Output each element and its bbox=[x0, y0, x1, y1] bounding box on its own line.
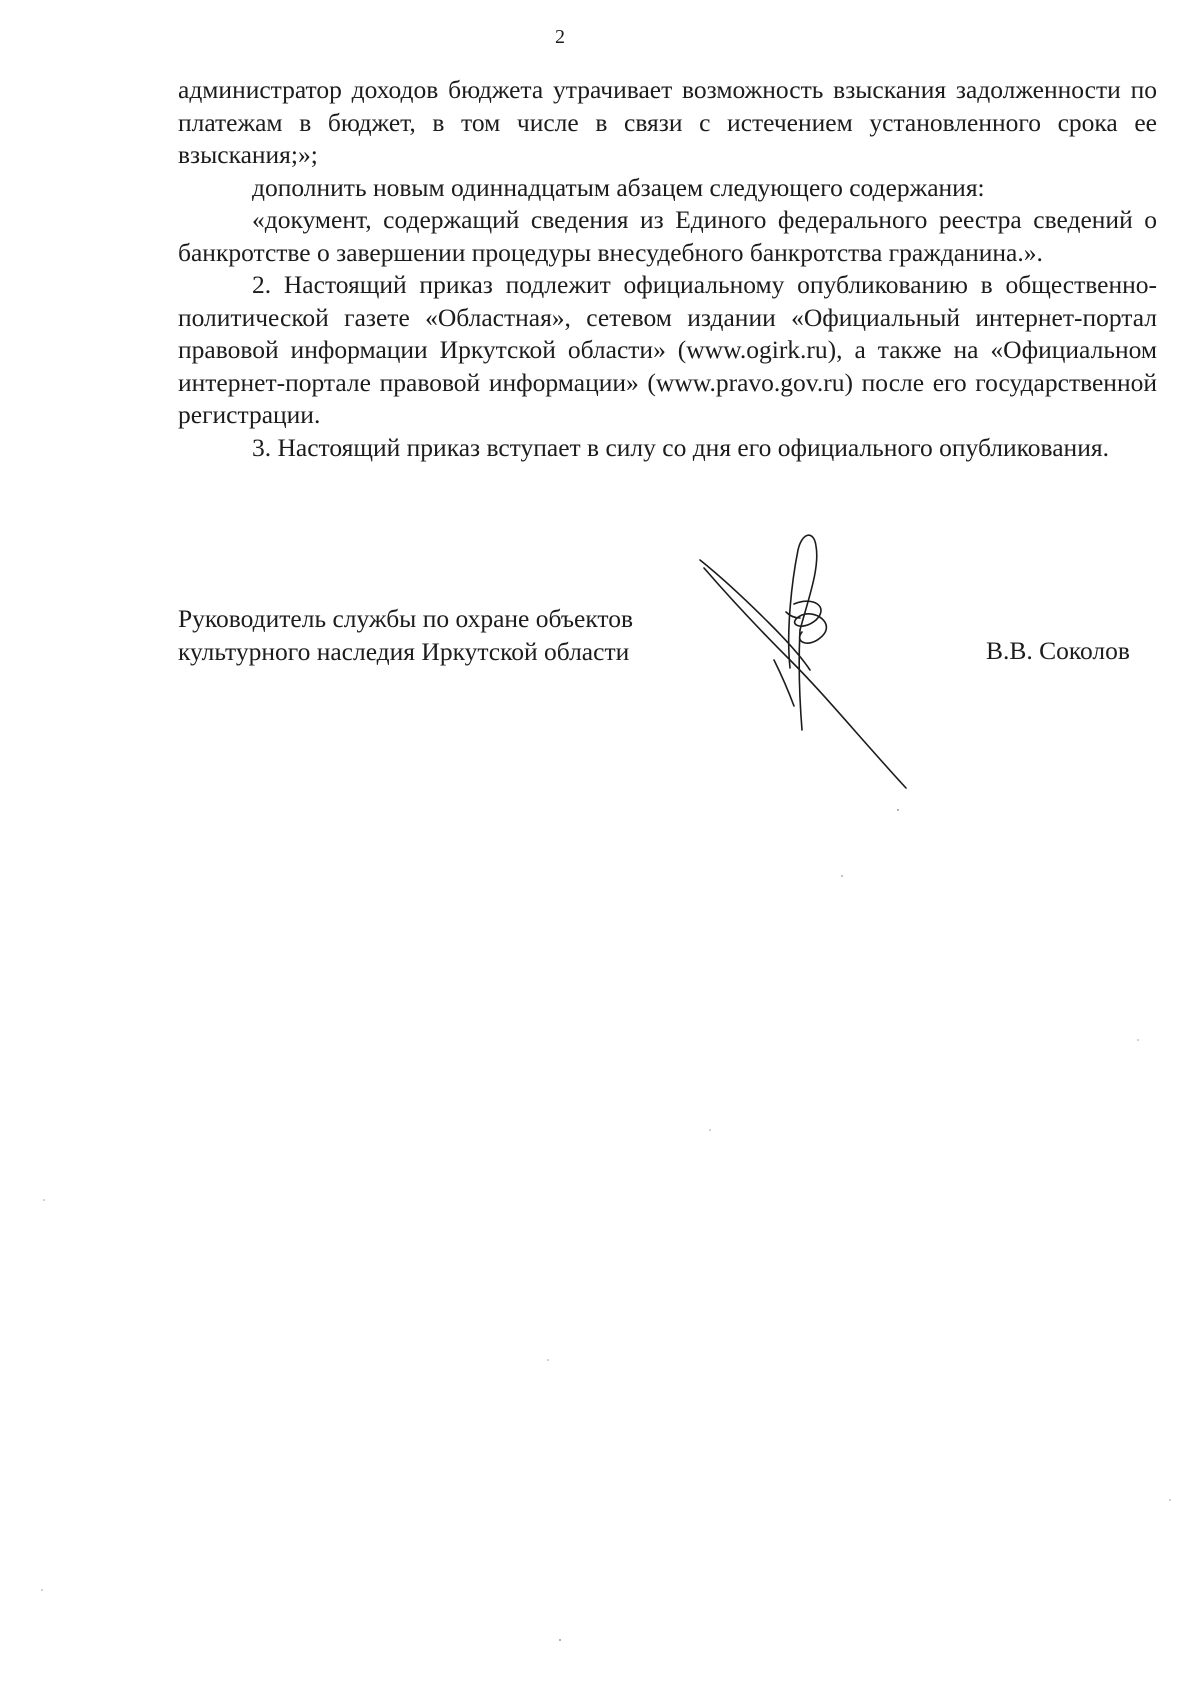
signatory-position-line-1: Руководитель службы по охране объектов bbox=[178, 604, 633, 633]
document-body bbox=[178, 74, 1157, 464]
paragraph-publication: 2. Настоящий приказ подлежит официальному опубликованию в общественно-политической газете «Областная», сетевом издании «Официальный интернет-портал правовой информации Иркутской области» (www.ogirk.ru), а также на «Официальном интернет-портале правовой информации» (www.pravo.gov.ru) после его государственной регистрации. bbox=[178, 270, 1157, 429]
signatory-position-line-2: культурного наследия Иркутской области bbox=[178, 636, 630, 666]
handwritten-signature bbox=[690, 520, 930, 800]
signatory-name: В.В. Соколов bbox=[986, 636, 1130, 665]
page-number: 2 bbox=[555, 26, 565, 48]
paragraph-amendment-intro: дополнить новым одиннадцатым абзацем следующего содержания: bbox=[252, 172, 985, 202]
signatory-position bbox=[178, 603, 633, 668]
paragraph-entry-into-force: 3. Настоящий приказ вступает в силу со дня его официального опубликования. bbox=[252, 432, 1109, 462]
paragraph-continuation: администратор доходов бюджета утрачивает возможность взыскания задолженности по платежам в бюджет, в том числе в связи с истечением установленного срока ее взыскания;»; bbox=[178, 75, 1157, 169]
paragraph-amendment-text: «документ, содержащий сведения из Единого федерального реестра сведений о банкротстве о завершении процедуры внесудебного банкротства гражданина.». bbox=[178, 205, 1157, 267]
